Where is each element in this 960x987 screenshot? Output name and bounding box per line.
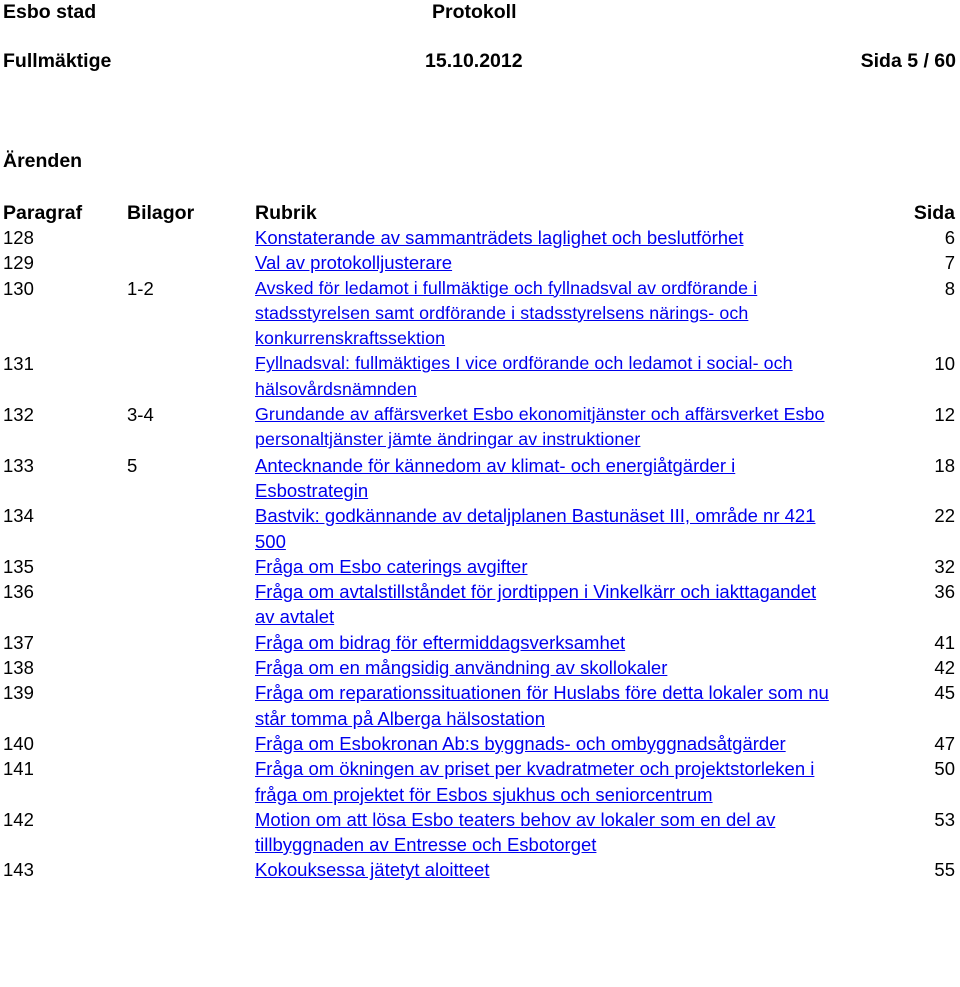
meeting-date: 15.10.2012 xyxy=(425,50,523,72)
row-paragraf: 135 xyxy=(3,555,34,577)
org-name: Esbo stad xyxy=(3,1,97,23)
table-row xyxy=(0,857,960,882)
row-rubrik-link[interactable]: Kokouksessa jätetyt aloitteet xyxy=(255,859,490,881)
row-sida: 10 xyxy=(934,353,955,375)
row-rubrik-link[interactable]: Val av protokolljusterare xyxy=(255,252,453,274)
column-header-bilagor: Bilagor xyxy=(127,202,195,224)
row-rubrik-link[interactable]: Grundande av affärsverket Esbo ekonomitjänster och affärsverket Esbo personaltjänster jämte ändringar av instruktioner xyxy=(255,404,825,450)
table-row xyxy=(0,402,960,453)
row-rubrik-link[interactable]: Fråga om en mångsidig användning av skollokaler xyxy=(255,657,668,679)
row-sida: 22 xyxy=(934,505,955,527)
row-paragraf: 129 xyxy=(3,252,34,274)
row-rubrik-link[interactable]: Fyllnadsval: fullmäktiges I vice ordförande och ledamot i social- och hälsovårdsnämnden xyxy=(255,353,793,399)
row-rubrik-link[interactable]: Antecknande för kännedom av klimat- och energiåtgärder i Esbostrategin xyxy=(255,454,736,501)
row-paragraf: 142 xyxy=(3,808,34,830)
row-paragraf: 128 xyxy=(3,227,34,248)
row-sida: 50 xyxy=(934,758,955,780)
row-rubrik-link[interactable]: Fråga om avtalstillståndet för jordtippen i Vinkelkärr och iakttagandet av avtalet xyxy=(255,581,817,628)
row-sida: 53 xyxy=(934,808,955,830)
agenda-table xyxy=(0,225,960,883)
table-row xyxy=(0,453,960,504)
row-paragraf: 134 xyxy=(3,505,34,527)
row-sida: 41 xyxy=(934,631,955,653)
row-paragraf: 136 xyxy=(3,581,34,603)
row-bilagor: 1-2 xyxy=(127,277,154,299)
row-rubrik-link[interactable]: Bastvik: godkännande av detaljplanen Bastunäset III, område nr 421 500 xyxy=(255,505,816,552)
table-row xyxy=(0,756,960,807)
row-paragraf: 133 xyxy=(3,454,34,476)
row-sida: 36 xyxy=(934,581,955,603)
row-paragraf: 139 xyxy=(3,682,34,704)
row-sida: 6 xyxy=(944,227,955,248)
table-row xyxy=(0,655,960,680)
row-sida: 45 xyxy=(934,682,955,704)
table-row xyxy=(0,351,960,402)
table-row xyxy=(0,731,960,756)
table-row xyxy=(0,225,960,250)
table-row xyxy=(0,579,960,630)
row-sida: 8 xyxy=(944,277,955,299)
row-paragraf: 143 xyxy=(3,859,34,881)
row-sida: 32 xyxy=(934,555,955,577)
body-name: Fullmäktige xyxy=(3,50,112,72)
column-header-rubrik: Rubrik xyxy=(255,202,317,224)
row-sida: 55 xyxy=(934,859,955,881)
table-row xyxy=(0,250,960,275)
table-row xyxy=(0,276,960,352)
row-paragraf: 130 xyxy=(3,277,34,299)
row-sida: 47 xyxy=(934,732,955,754)
table-row xyxy=(0,503,960,554)
row-paragraf: 132 xyxy=(3,404,34,426)
page-number: Sida 5 / 60 xyxy=(860,50,956,72)
row-paragraf: 131 xyxy=(3,353,34,375)
row-bilagor: 3-4 xyxy=(127,404,154,426)
table-row xyxy=(0,807,960,858)
row-rubrik-link[interactable]: Avsked för ledamot i fullmäktige och fyllnadsval av ordförande i stadsstyrelsen samt ordförande i stadsstyrelsens närings- och konkurrenskraftssektion xyxy=(255,277,758,349)
document-type: Protokoll xyxy=(432,1,517,23)
row-rubrik-link[interactable]: Konstaterande av sammanträdets laglighet och beslutförhet xyxy=(255,227,744,248)
row-sida: 12 xyxy=(934,404,955,426)
table-row xyxy=(0,630,960,655)
row-paragraf: 138 xyxy=(3,657,34,679)
row-bilagor: 5 xyxy=(127,454,138,476)
row-rubrik-link[interactable]: Motion om att lösa Esbo teaters behov av lokaler som en del av tillbyggnaden av Entresse och Esbotorget xyxy=(255,808,776,856)
row-sida: 42 xyxy=(934,657,955,679)
column-header-sida: Sida xyxy=(913,202,955,224)
column-header-paragraf: Paragraf xyxy=(3,202,83,224)
section-title: Ärenden xyxy=(3,150,83,172)
row-rubrik-link[interactable]: Fråga om Esbo caterings avgifter xyxy=(255,555,528,577)
row-rubrik-link[interactable]: Fråga om reparationssituationen för Huslabs före detta lokaler som nu står tomma på Alberga hälsostation xyxy=(255,682,829,729)
row-rubrik-link[interactable]: Fråga om Esbokronan Ab:s byggnads- och ombyggnadsåtgärder xyxy=(255,732,786,754)
table-row xyxy=(0,680,960,731)
table-row xyxy=(0,554,960,579)
row-paragraf: 137 xyxy=(3,631,34,653)
row-sida: 18 xyxy=(934,454,955,476)
row-paragraf: 140 xyxy=(3,732,34,754)
row-rubrik-link[interactable]: Fråga om bidrag för eftermiddagsverksamhet xyxy=(255,631,626,653)
row-paragraf: 141 xyxy=(3,758,34,780)
row-sida: 7 xyxy=(944,252,955,274)
row-rubrik-link[interactable]: Fråga om ökningen av priset per kvadratmeter och projektstorleken i fråga om projektet för Esbos sjukhus och seniorcentrum xyxy=(255,758,815,805)
